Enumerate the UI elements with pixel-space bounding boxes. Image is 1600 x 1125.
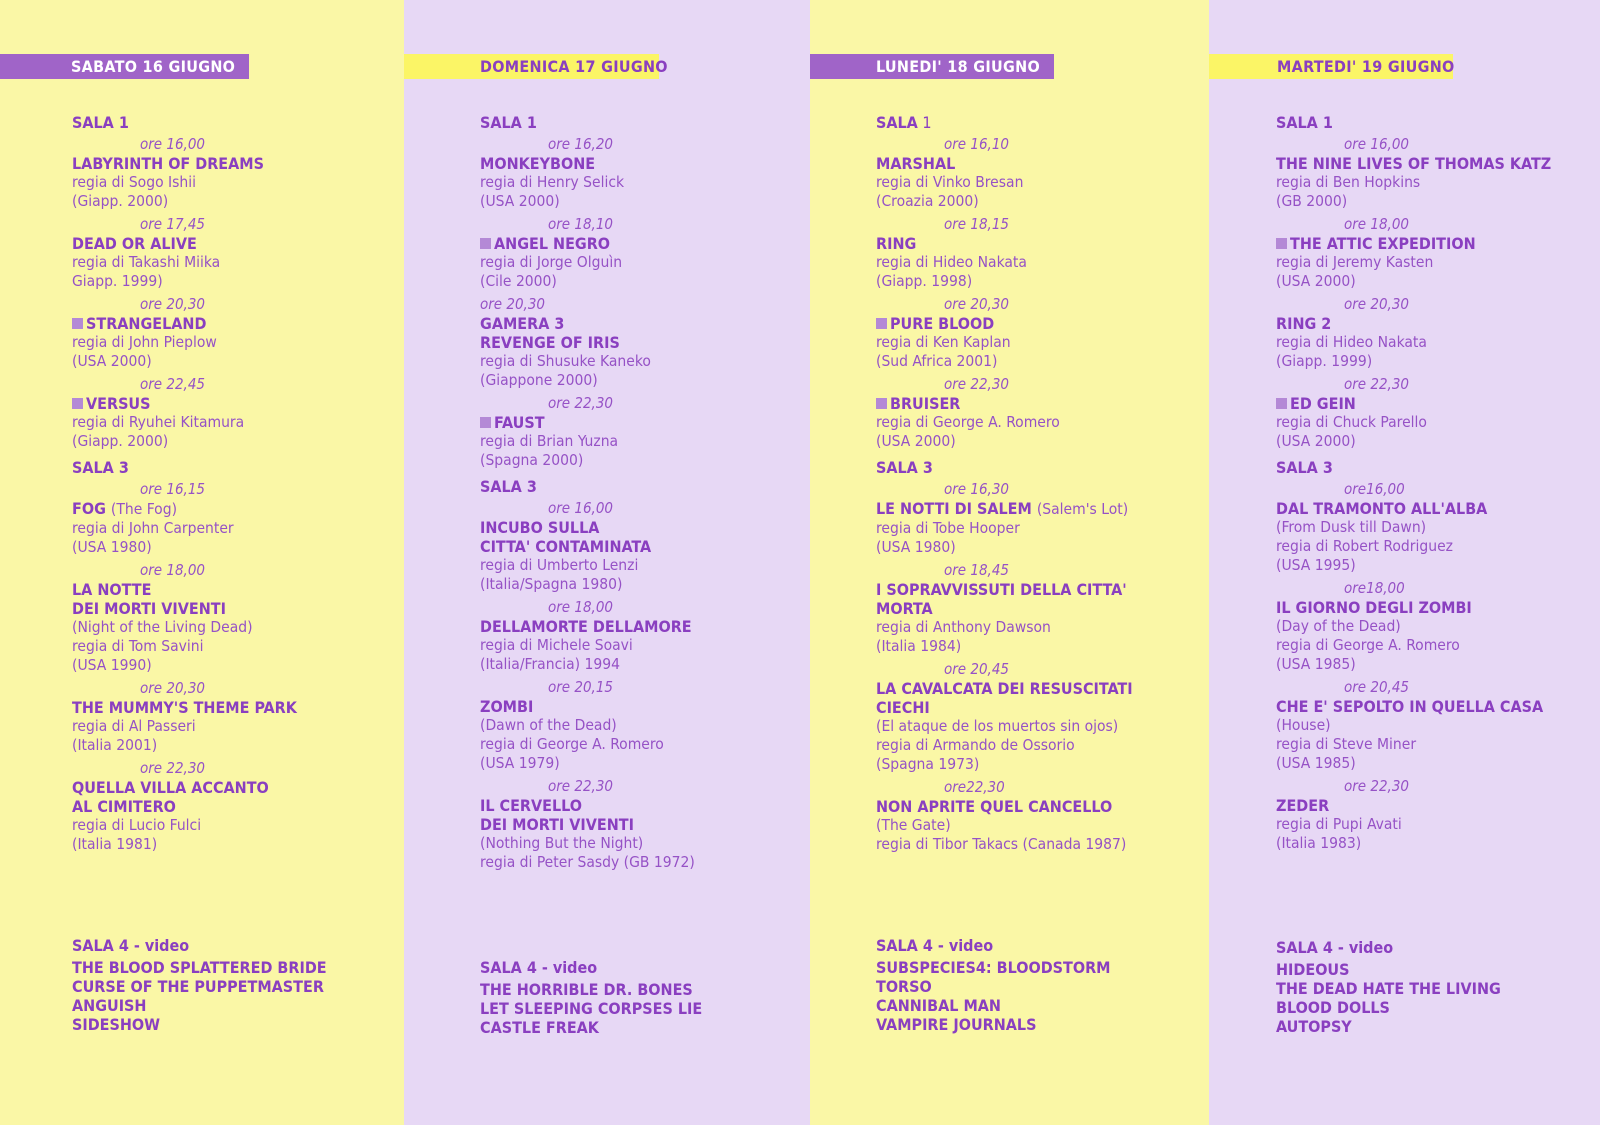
square-marker-icon — [72, 318, 83, 329]
screening-time: ore 18,45 — [944, 561, 1010, 579]
film-title-text: IL GIORNO DEGLI ZOMBI — [1276, 598, 1472, 617]
screening-time: ore 20,30 — [1344, 295, 1410, 313]
screening-entry — [876, 660, 1209, 774]
sala-label — [1276, 458, 1600, 477]
film-detail: (Italia/Francia) 1994 — [480, 655, 620, 673]
film-title-text: DEI MORTI VIVENTI — [72, 599, 226, 618]
film-title-text: MARSHAL — [876, 154, 956, 173]
square-marker-icon — [876, 318, 887, 329]
screening-time: ore 16,15 — [140, 480, 206, 498]
sala-label — [876, 113, 1209, 132]
screening-entry — [480, 394, 810, 470]
film-detail: (USA 2000) — [876, 432, 956, 450]
film-title — [480, 617, 810, 636]
film-detail: (Day of the Dead) — [1276, 617, 1401, 635]
film-title — [1276, 394, 1600, 413]
screening-entry — [72, 759, 404, 854]
screening-time: ore 20,30 — [140, 295, 206, 313]
sala-label: SALA 4 - video — [1276, 938, 1394, 957]
screening-entry — [72, 480, 404, 557]
video-title: SIDESHOW — [72, 1015, 161, 1034]
screening-time: ore 22,30 — [1344, 375, 1410, 393]
film-title — [876, 679, 1209, 698]
film-title — [876, 580, 1209, 599]
screening-time: ore 22,30 — [1344, 777, 1410, 795]
square-marker-icon — [480, 417, 491, 428]
film-title — [876, 698, 1209, 717]
film-title — [876, 234, 1209, 253]
film-title-text: MONKEYBONE — [480, 154, 596, 173]
screening-time: ore 22,30 — [548, 777, 614, 795]
film-detail: (Nothing But the Night) — [480, 834, 644, 852]
sala-label-text: SALA 3 — [1276, 458, 1333, 477]
sala-label-number: 1 — [917, 113, 932, 132]
film-title — [72, 234, 404, 253]
video-title: HIDEOUS — [1276, 960, 1350, 979]
film-detail: (USA 1985) — [1276, 754, 1356, 772]
film-title-text: DELLAMORTE DELLAMORE — [480, 617, 692, 636]
screening-entry — [480, 777, 810, 872]
screening-entry — [480, 135, 810, 211]
film-detail: regia di Henry Selick — [480, 173, 625, 191]
original-title: (The Fog) — [110, 500, 178, 518]
film-title-text: DEI MORTI VIVENTI — [480, 815, 634, 834]
film-detail: (Italia 2001) — [72, 736, 158, 754]
day-header: MARTEDI' 19 GIUGNO — [1209, 54, 1453, 79]
film-title — [480, 796, 810, 815]
film-detail: regia di Shusuke Kaneko — [480, 352, 651, 370]
screening-entry — [72, 215, 404, 291]
screening-time: ore 22,30 — [548, 394, 614, 412]
film-detail: (GB 2000) — [1276, 192, 1348, 210]
film-title-text: CITTA' CONTAMINATA — [480, 537, 652, 556]
film-detail: (Giapp. 1998) — [876, 272, 973, 290]
screening-time: ore 22,45 — [140, 375, 206, 393]
film-detail: (Giapp. 2000) — [72, 192, 169, 210]
screening-time: ore 20,15 — [548, 678, 614, 696]
film-detail: (Giapp. 2000) — [72, 432, 169, 450]
film-title-text: STRANGELAND — [86, 314, 207, 333]
screening-time: ore 18,15 — [944, 215, 1010, 233]
film-title-text: MORTA — [876, 599, 933, 618]
film-title-text: PURE BLOOD — [890, 314, 995, 333]
day-header: SABATO 16 GIUGNO — [0, 54, 249, 79]
film-detail: (Spagna 1973) — [876, 755, 980, 773]
film-detail: (Giapp. 1999) — [1276, 352, 1373, 370]
screening-entry — [1276, 215, 1600, 291]
film-title-text: LA CAVALCATA DEI RESUSCITATI — [876, 679, 1133, 698]
film-title-text: REVENGE OF IRIS — [480, 333, 620, 352]
day-header: DOMENICA 17 GIUGNO — [404, 54, 659, 79]
screening-entry — [480, 598, 810, 674]
film-detail: (USA 2000) — [72, 352, 152, 370]
film-detail: (USA 1979) — [480, 754, 560, 772]
film-detail: regia di Armando de Ossorio — [876, 736, 1075, 754]
film-detail: regia di Brian Yuzna — [480, 432, 619, 450]
film-detail: regia di Hideo Nakata — [1276, 333, 1427, 351]
film-detail: regia di Michele Soavi — [480, 636, 633, 654]
film-title — [72, 797, 404, 816]
film-detail: (USA 2000) — [480, 192, 560, 210]
film-title-text: DAL TRAMONTO ALL'ALBA — [1276, 499, 1488, 518]
film-title — [72, 154, 404, 173]
video-section — [1276, 938, 1501, 1036]
film-title-text: THE NINE LIVES OF THOMAS KATZ — [1276, 154, 1552, 173]
film-title — [1276, 154, 1600, 173]
film-title-text: ANGEL NEGRO — [494, 234, 611, 253]
film-title — [72, 394, 404, 413]
screening-entry — [480, 295, 810, 390]
sala-label-text: SALA — [876, 113, 918, 132]
film-detail: (USA 1980) — [876, 538, 956, 556]
film-title — [480, 537, 810, 556]
film-title-text: INCUBO SULLA — [480, 518, 600, 537]
film-detail: (USA 1995) — [1276, 556, 1356, 574]
day-schedule — [1276, 106, 1600, 857]
video-title: VAMPIRE JOURNALS — [876, 1015, 1037, 1034]
film-title-text: VERSUS — [86, 394, 151, 413]
film-detail: regia di Umberto Lenzi — [480, 556, 639, 574]
video-title: CASTLE FREAK — [480, 1018, 599, 1037]
video-section — [876, 936, 1111, 1034]
film-title — [876, 499, 1209, 519]
film-detail: regia di John Pieplow — [72, 333, 217, 351]
film-detail: regia di Jorge Olguìn — [480, 253, 623, 271]
film-title-text: GAMERA 3 — [480, 314, 565, 333]
film-title-text: I SOPRAVVISSUTI DELLA CITTA' — [876, 580, 1127, 599]
film-detail: (USA 1980) — [72, 538, 152, 556]
film-detail: (Croazia 2000) — [876, 192, 979, 210]
film-detail: (Sud Africa 2001) — [876, 352, 998, 370]
film-detail: regia di Tibor Takacs (Canada 1987) — [876, 835, 1127, 853]
film-title — [72, 580, 404, 599]
film-title — [72, 778, 404, 797]
screening-entry — [1276, 777, 1600, 853]
film-title — [72, 599, 404, 618]
screening-entry — [480, 215, 810, 291]
video-title: SUBSPECIES4: BLOODSTORM — [876, 958, 1111, 977]
film-detail: (Night of the Living Dead) — [72, 618, 253, 636]
video-section — [72, 936, 327, 1034]
film-detail: (House) — [1276, 716, 1331, 734]
film-title — [480, 413, 810, 432]
video-title: CANNIBAL MAN — [876, 996, 1001, 1015]
screening-entry — [480, 678, 810, 773]
screening-time: ore 16,00 — [1344, 135, 1410, 153]
video-title: LET SLEEPING CORPSES LIE — [480, 999, 703, 1018]
day-schedule — [72, 106, 404, 858]
screening-entry — [876, 295, 1209, 371]
film-detail: (El ataque de los muertos sin ojos) — [876, 717, 1119, 735]
screening-time: ore 18,00 — [548, 598, 614, 616]
sala-label — [72, 458, 404, 477]
film-title-text: FAUST — [494, 413, 545, 432]
sala-label — [480, 113, 810, 132]
screening-entry — [876, 375, 1209, 451]
film-title — [876, 599, 1209, 618]
day-panel-sunday — [404, 0, 810, 1125]
sala-label: SALA 4 - video — [72, 936, 190, 955]
film-detail: (USA 1990) — [72, 656, 152, 674]
screening-time: ore 22,30 — [140, 759, 206, 777]
screening-entry — [480, 499, 810, 594]
film-detail: regia di Sogo Ishii — [72, 173, 196, 191]
film-title — [1276, 796, 1600, 815]
screening-entry — [72, 679, 404, 755]
film-detail: (Italia/Spagna 1980) — [480, 575, 623, 593]
film-detail: (Giappone 2000) — [480, 371, 598, 389]
video-title: CURSE OF THE PUPPETMASTER — [72, 977, 324, 996]
film-detail: regia di Vinko Bresan — [876, 173, 1024, 191]
screening-time: ore 20,30 — [140, 679, 206, 697]
sala-label-text: SALA 1 — [1276, 113, 1333, 132]
film-title-text: RING 2 — [1276, 314, 1332, 333]
screening-time: ore 16,20 — [548, 135, 614, 153]
sala-label-text: SALA 1 — [480, 113, 537, 132]
film-title — [480, 815, 810, 834]
sala-label — [1276, 113, 1600, 132]
film-detail: (Italia 1984) — [876, 637, 962, 655]
video-title: THE BLOOD SPLATTERED BRIDE — [72, 958, 327, 977]
screening-time: ore18,00 — [1344, 579, 1405, 597]
film-title-text: LE NOTTI DI SALEM — [876, 499, 1032, 518]
screening-time: ore 16,10 — [944, 135, 1010, 153]
film-title-text: IL CERVELLO — [480, 796, 582, 815]
film-detail: regia di Anthony Dawson — [876, 618, 1051, 636]
sala-label-text: SALA 3 — [480, 477, 537, 496]
sala-label: SALA 4 - video — [876, 936, 994, 955]
film-title-text: THE MUMMY'S THEME PARK — [72, 698, 297, 717]
screening-time: ore22,30 — [944, 778, 1005, 796]
film-title — [480, 234, 810, 253]
film-title — [72, 499, 404, 519]
film-detail: (From Dusk till Dawn) — [1276, 518, 1427, 536]
sala-label-text: SALA 3 — [72, 458, 129, 477]
day-panel-monday — [810, 0, 1209, 1125]
film-title-text: FOG — [72, 499, 106, 518]
film-title-text: THE ATTIC EXPEDITION — [1290, 234, 1476, 253]
film-title — [1276, 314, 1600, 333]
screening-entry — [1276, 135, 1600, 211]
film-detail: regia di Chuck Parello — [1276, 413, 1427, 431]
film-detail: regia di Al Passeri — [72, 717, 196, 735]
film-detail: regia di Peter Sasdy (GB 1972) — [480, 853, 695, 871]
film-detail: Giapp. 1999) — [72, 272, 163, 290]
film-detail: (Italia 1981) — [72, 835, 158, 853]
video-title: AUTOPSY — [1276, 1017, 1352, 1036]
film-title — [1276, 697, 1600, 716]
day-schedule — [876, 106, 1209, 858]
screening-time: ore 22,30 — [944, 375, 1010, 393]
screening-entry — [1276, 678, 1600, 773]
film-detail: regia di Ken Kaplan — [876, 333, 1011, 351]
film-title — [1276, 234, 1600, 253]
film-detail: (USA 2000) — [1276, 272, 1356, 290]
sala-label — [480, 477, 810, 496]
sala-label: SALA 4 - video — [480, 958, 598, 977]
day-panel-saturday — [0, 0, 404, 1125]
film-title-text: QUELLA VILLA ACCANTO — [72, 778, 269, 797]
film-title — [480, 697, 810, 716]
film-title-text: ZEDER — [1276, 796, 1330, 815]
film-detail: regia di Ryuhei Kitamura — [72, 413, 245, 431]
film-detail: regia di Hideo Nakata — [876, 253, 1027, 271]
screening-entry — [72, 135, 404, 211]
film-title — [1276, 598, 1600, 617]
film-detail: regia di Ben Hopkins — [1276, 173, 1421, 191]
film-title — [72, 314, 404, 333]
film-title-text: AL CIMITERO — [72, 797, 176, 816]
screening-entry — [1276, 295, 1600, 371]
film-detail: regia di Robert Rodriguez — [1276, 537, 1453, 555]
screening-time: ore 20,45 — [944, 660, 1010, 678]
film-detail: regia di George A. Romero — [876, 413, 1060, 431]
screening-entry — [1276, 480, 1600, 575]
screening-time: ore 17,45 — [140, 215, 206, 233]
film-title-text: DEAD OR ALIVE — [72, 234, 197, 253]
film-title-text: CIECHI — [876, 698, 930, 717]
video-title: TORSO — [876, 977, 932, 996]
film-title — [876, 797, 1209, 816]
screening-time: ore 16,00 — [548, 499, 614, 517]
screening-time: ore16,00 — [1344, 480, 1405, 498]
screening-entry — [72, 295, 404, 371]
film-title — [480, 333, 810, 352]
screening-entry — [876, 778, 1209, 854]
screening-entry — [1276, 375, 1600, 451]
square-marker-icon — [1276, 398, 1287, 409]
film-detail: (Italia 1983) — [1276, 834, 1362, 852]
film-title — [72, 698, 404, 717]
video-title: ANGUISH — [72, 996, 147, 1015]
film-detail: (USA 1985) — [1276, 655, 1356, 673]
film-title-text: CHE E' SEPOLTO IN QUELLA CASA — [1276, 697, 1544, 716]
film-title — [876, 154, 1209, 173]
screening-time: ore 20,30 — [480, 295, 546, 313]
screening-entry — [876, 480, 1209, 557]
film-title — [876, 314, 1209, 333]
film-detail: regia di Tobe Hooper — [876, 519, 1020, 537]
screening-time: ore 18,10 — [548, 215, 614, 233]
film-detail: regia di Steve Miner — [1276, 735, 1417, 753]
film-title-text: LABYRINTH OF DREAMS — [72, 154, 264, 173]
sala-label-text: SALA 1 — [72, 113, 129, 132]
film-detail: (The Gate) — [876, 816, 951, 834]
film-detail: (USA 2000) — [1276, 432, 1356, 450]
screening-time: ore 20,45 — [1344, 678, 1410, 696]
video-title: BLOOD DOLLS — [1276, 998, 1390, 1017]
film-detail: regia di George A. Romero — [1276, 636, 1460, 654]
film-title-text: RING — [876, 234, 917, 253]
film-detail: (Cile 2000) — [480, 272, 557, 290]
sala-label-text: SALA 3 — [876, 458, 933, 477]
screening-time: ore 16,30 — [944, 480, 1010, 498]
square-marker-icon — [480, 238, 491, 249]
sala-label — [72, 113, 404, 132]
screening-time: ore 16,00 — [140, 135, 206, 153]
day-panel-tuesday — [1209, 0, 1600, 1125]
day-header: LUNEDI' 18 GIUGNO — [810, 54, 1054, 79]
video-title: THE DEAD HATE THE LIVING — [1276, 979, 1501, 998]
video-title: THE HORRIBLE DR. BONES — [480, 980, 693, 999]
video-section — [480, 958, 702, 1037]
film-title — [480, 518, 810, 537]
original-title: (Salem's Lot) — [1036, 500, 1129, 518]
film-title-text: NON APRITE QUEL CANCELLO — [876, 797, 1113, 816]
screening-entry — [72, 561, 404, 675]
screening-entry — [1276, 579, 1600, 674]
film-title — [480, 314, 810, 333]
film-title-text: ZOMBI — [480, 697, 534, 716]
film-detail: regia di John Carpenter — [72, 519, 234, 537]
sala-label — [876, 458, 1209, 477]
film-detail: regia di Takashi Miika — [72, 253, 221, 271]
screening-time: ore 18,00 — [140, 561, 206, 579]
film-detail: (Dawn of the Dead) — [480, 716, 617, 734]
film-title-text: ED GEIN — [1290, 394, 1356, 413]
square-marker-icon — [72, 398, 83, 409]
square-marker-icon — [876, 398, 887, 409]
film-detail: regia di Jeremy Kasten — [1276, 253, 1434, 271]
screening-entry — [876, 561, 1209, 656]
square-marker-icon — [1276, 238, 1287, 249]
screening-entry — [876, 215, 1209, 291]
film-detail: regia di George A. Romero — [480, 735, 664, 753]
film-detail: regia di Pupi Avati — [1276, 815, 1402, 833]
screening-entry — [876, 135, 1209, 211]
screening-time: ore 20,30 — [944, 295, 1010, 313]
film-title — [876, 394, 1209, 413]
film-detail: (Spagna 2000) — [480, 451, 584, 469]
film-detail: regia di Lucio Fulci — [72, 816, 202, 834]
film-title-text: BRUISER — [890, 394, 961, 413]
film-title — [480, 154, 810, 173]
screening-entry — [72, 375, 404, 451]
film-title — [1276, 499, 1600, 518]
day-schedule — [480, 106, 810, 876]
screening-time: ore 18,00 — [1344, 215, 1410, 233]
film-detail: regia di Tom Savini — [72, 637, 204, 655]
film-title-text: LA NOTTE — [72, 580, 152, 599]
